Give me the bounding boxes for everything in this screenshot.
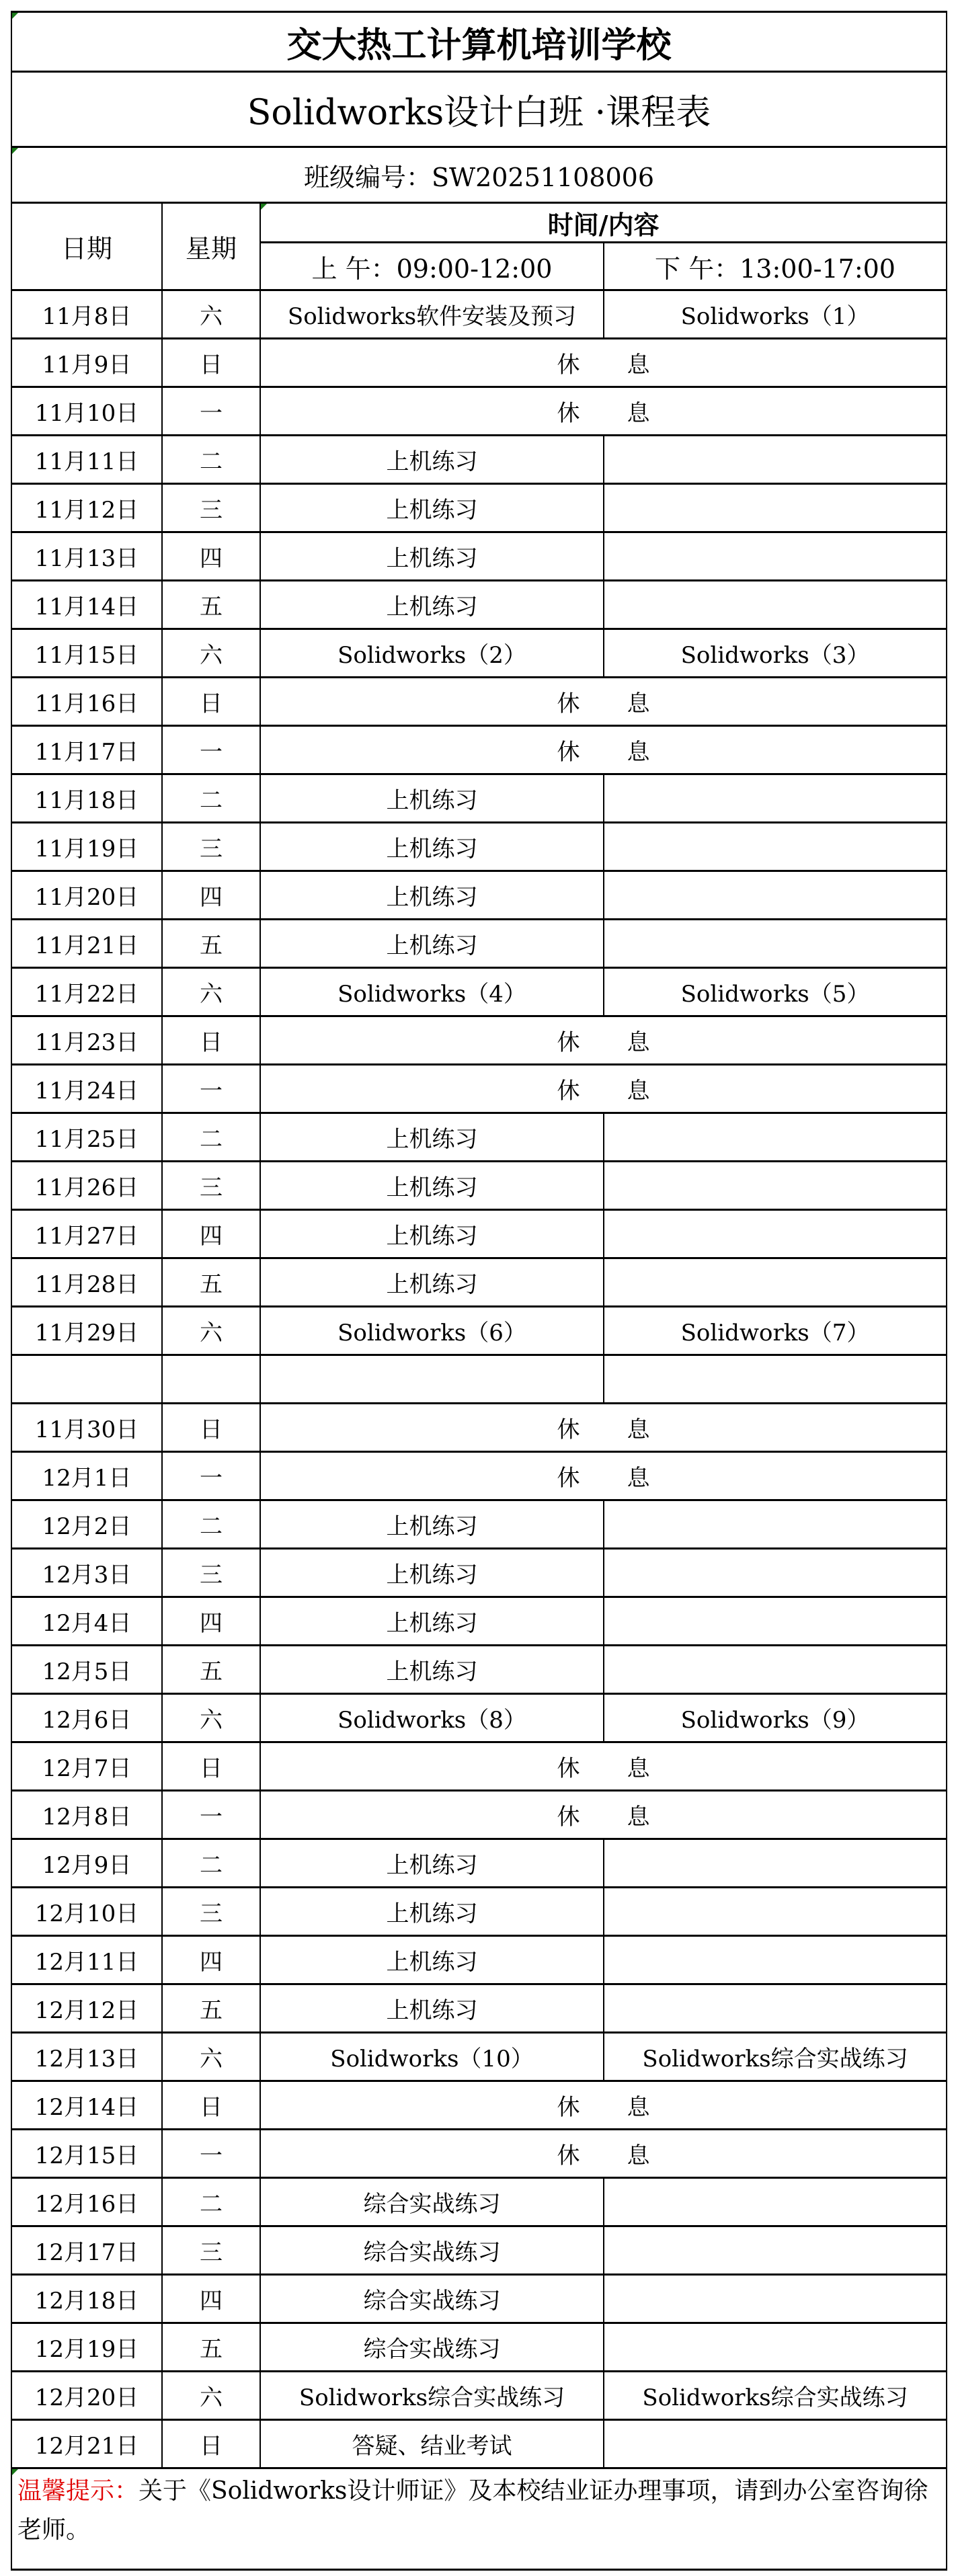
weekday-cell: 五 xyxy=(162,1984,260,2033)
weekday-cell: 一 xyxy=(162,726,260,774)
rest-label-1: 休 xyxy=(557,2094,580,2121)
table-row xyxy=(11,484,947,532)
table-row xyxy=(11,2275,947,2323)
afternoon-cell xyxy=(604,1984,947,2033)
rest-cell xyxy=(260,1065,947,1113)
weekday-cell: 六 xyxy=(162,968,260,1016)
schedule-sheet xyxy=(11,11,946,2571)
afternoon-cell xyxy=(604,1936,947,1984)
rest-label-2: 息 xyxy=(627,1416,650,1443)
morning-cell: 上机练习 xyxy=(260,1162,604,1210)
date-cell: 12月15日 xyxy=(11,2130,162,2178)
afternoon-cell xyxy=(604,2323,947,2372)
weekday-cell: 三 xyxy=(162,2226,260,2275)
rest-label-1: 休 xyxy=(557,400,580,427)
rest-cell xyxy=(260,1742,947,1791)
table-row xyxy=(11,1016,947,1065)
rest-cell xyxy=(260,1452,947,1500)
rest-cell xyxy=(260,387,947,436)
rest-label-1: 休 xyxy=(557,690,580,717)
date-cell: 12月18日 xyxy=(11,2275,162,2323)
afternoon-cell xyxy=(604,2226,947,2275)
weekday-cell: 六 xyxy=(162,1694,260,1742)
date-cell: 11月12日 xyxy=(11,484,162,532)
column-header-date: 日期 xyxy=(11,203,162,290)
date-cell: 11月18日 xyxy=(11,774,162,823)
afternoon-cell xyxy=(604,1113,947,1162)
afternoon-cell: Solidworks综合实战练习 xyxy=(604,2372,947,2420)
weekday-cell: 日 xyxy=(162,339,260,387)
date-cell: 12月13日 xyxy=(11,2033,162,2081)
column-header-morning: 上 午：09:00-12:00 xyxy=(260,243,604,290)
schedule-table xyxy=(11,11,947,2571)
table-row xyxy=(11,1694,947,1742)
weekday-cell: 四 xyxy=(162,1936,260,1984)
weekday-cell: 三 xyxy=(162,823,260,871)
morning-cell: 上机练习 xyxy=(260,436,604,484)
table-row xyxy=(11,387,947,436)
date-cell: 12月10日 xyxy=(11,1888,162,1936)
weekday-cell xyxy=(162,1355,260,1404)
table-row xyxy=(11,1452,947,1500)
rest-label-2: 息 xyxy=(627,2094,650,2121)
rest-label-2: 息 xyxy=(627,400,650,427)
morning-cell: 上机练习 xyxy=(260,1984,604,2033)
weekday-cell: 一 xyxy=(162,387,260,436)
table-row xyxy=(11,1742,947,1791)
rest-cell xyxy=(260,678,947,726)
date-cell: 11月22日 xyxy=(11,968,162,1016)
morning-cell: 上机练习 xyxy=(260,920,604,968)
date-cell: 12月6日 xyxy=(11,1694,162,1742)
weekday-cell: 六 xyxy=(162,2372,260,2420)
date-cell: 11月9日 xyxy=(11,339,162,387)
rest-label-1: 休 xyxy=(557,1029,580,1056)
table-row xyxy=(11,2130,947,2178)
course-title: Solidworks设计白班 ·课程表 xyxy=(11,72,947,147)
morning-cell: 综合实战练习 xyxy=(260,2275,604,2323)
table-row xyxy=(11,871,947,920)
table-row xyxy=(11,290,947,339)
column-header-period: 时间/内容 xyxy=(260,203,947,243)
morning-cell: 上机练习 xyxy=(260,871,604,920)
morning-cell: 上机练习 xyxy=(260,1500,604,1549)
table-row xyxy=(11,581,947,629)
morning-cell: 上机练习 xyxy=(260,1113,604,1162)
table-row xyxy=(11,1549,947,1597)
weekday-cell: 二 xyxy=(162,1113,260,1162)
weekday-cell: 四 xyxy=(162,2275,260,2323)
footer-note xyxy=(11,2468,947,2570)
morning-cell: 上机练习 xyxy=(260,1646,604,1694)
table-row xyxy=(11,339,947,387)
table-row xyxy=(11,1500,947,1549)
weekday-cell: 二 xyxy=(162,774,260,823)
morning-cell: 上机练习 xyxy=(260,1258,604,1307)
rest-label-2: 息 xyxy=(627,352,650,378)
table-row xyxy=(11,1646,947,1694)
class-number: 班级编号：SW20251108006 xyxy=(11,147,947,203)
weekday-cell: 一 xyxy=(162,1791,260,1839)
table-row xyxy=(11,1597,947,1646)
date-cell: 12月19日 xyxy=(11,2323,162,2372)
table-row xyxy=(11,1307,947,1355)
table-row xyxy=(11,2420,947,2468)
afternoon-cell xyxy=(604,1597,947,1646)
rest-label-1: 休 xyxy=(557,739,580,766)
weekday-cell: 四 xyxy=(162,1210,260,1258)
table-row xyxy=(11,1888,947,1936)
table-row xyxy=(11,920,947,968)
date-cell: 12月16日 xyxy=(11,2178,162,2226)
table-row xyxy=(11,968,947,1016)
school-name: 交大热工计算机培训学校 xyxy=(11,12,947,72)
table-row xyxy=(11,774,947,823)
afternoon-cell: Solidworks（3） xyxy=(604,629,947,678)
table-row xyxy=(11,1404,947,1452)
date-cell: 11月26日 xyxy=(11,1162,162,1210)
footer-note-text: 关于《Solidworks设计师证》及本校结业证办理事项，请到办公室咨询徐老师。 xyxy=(17,2477,928,2544)
afternoon-cell xyxy=(604,1258,947,1307)
rest-label-2: 息 xyxy=(627,690,650,717)
weekday-cell: 五 xyxy=(162,2323,260,2372)
date-cell: 12月14日 xyxy=(11,2081,162,2130)
morning-cell: 综合实战练习 xyxy=(260,2226,604,2275)
weekday-cell: 五 xyxy=(162,1646,260,1694)
rest-label-1: 休 xyxy=(557,1416,580,1443)
date-cell: 12月20日 xyxy=(11,2372,162,2420)
rest-cell xyxy=(260,1404,947,1452)
date-cell: 11月11日 xyxy=(11,436,162,484)
table-row xyxy=(11,2323,947,2372)
table-row xyxy=(11,2033,947,2081)
morning-cell: 上机练习 xyxy=(260,484,604,532)
morning-cell: Solidworks（4） xyxy=(260,968,604,1016)
afternoon-cell xyxy=(604,1355,947,1404)
date-cell: 12月12日 xyxy=(11,1984,162,2033)
weekday-cell: 三 xyxy=(162,1888,260,1936)
warning-label: 温馨提示： xyxy=(17,2477,139,2505)
afternoon-cell xyxy=(604,1646,947,1694)
afternoon-cell xyxy=(604,920,947,968)
rest-label-1: 休 xyxy=(557,1078,580,1104)
rest-label-2: 息 xyxy=(627,739,650,766)
rest-cell xyxy=(260,726,947,774)
weekday-cell: 日 xyxy=(162,2420,260,2468)
table-row xyxy=(11,1839,947,1888)
date-cell: 12月4日 xyxy=(11,1597,162,1646)
date-cell: 11月30日 xyxy=(11,1404,162,1452)
morning-cell: 答疑、结业考试 xyxy=(260,2420,604,2468)
weekday-cell: 二 xyxy=(162,436,260,484)
morning-cell: 上机练习 xyxy=(260,581,604,629)
morning-cell xyxy=(260,1355,604,1404)
date-cell: 12月1日 xyxy=(11,1452,162,1500)
table-row xyxy=(11,2372,947,2420)
afternoon-cell xyxy=(604,2420,947,2468)
date-cell: 11月27日 xyxy=(11,1210,162,1258)
table-row xyxy=(11,1936,947,1984)
weekday-cell: 六 xyxy=(162,1307,260,1355)
table-row xyxy=(11,678,947,726)
date-cell: 11月21日 xyxy=(11,920,162,968)
rest-label-2: 息 xyxy=(627,2142,650,2169)
rest-label-2: 息 xyxy=(627,1078,650,1104)
afternoon-cell xyxy=(604,1500,947,1549)
morning-cell: 上机练习 xyxy=(260,1839,604,1888)
weekday-cell: 日 xyxy=(162,1404,260,1452)
date-cell: 11月17日 xyxy=(11,726,162,774)
afternoon-cell: Solidworks（9） xyxy=(604,1694,947,1742)
date-cell: 11月19日 xyxy=(11,823,162,871)
weekday-cell: 一 xyxy=(162,1452,260,1500)
rest-label-2: 息 xyxy=(627,1755,650,1782)
table-row xyxy=(11,726,947,774)
rest-label-2: 息 xyxy=(627,1465,650,1492)
table-row xyxy=(11,1113,947,1162)
date-cell: 11月10日 xyxy=(11,387,162,436)
afternoon-cell xyxy=(604,1210,947,1258)
date-cell: 11月13日 xyxy=(11,532,162,581)
weekday-cell: 四 xyxy=(162,871,260,920)
afternoon-cell xyxy=(604,581,947,629)
morning-cell: 上机练习 xyxy=(260,1888,604,1936)
morning-cell: 上机练习 xyxy=(260,1210,604,1258)
date-cell: 11月16日 xyxy=(11,678,162,726)
rest-label-1: 休 xyxy=(557,1804,580,1830)
table-row xyxy=(11,2178,947,2226)
rest-cell xyxy=(260,1791,947,1839)
morning-cell: Solidworks综合实战练习 xyxy=(260,2372,604,2420)
weekday-cell: 六 xyxy=(162,629,260,678)
afternoon-cell xyxy=(604,1839,947,1888)
weekday-cell: 日 xyxy=(162,2081,260,2130)
weekday-cell: 四 xyxy=(162,1597,260,1646)
morning-cell: 综合实战练习 xyxy=(260,2323,604,2372)
date-cell: 11月25日 xyxy=(11,1113,162,1162)
date-cell: 11月29日 xyxy=(11,1307,162,1355)
date-cell: 11月8日 xyxy=(11,290,162,339)
rest-label-1: 休 xyxy=(557,352,580,378)
weekday-cell: 三 xyxy=(162,1549,260,1597)
weekday-cell: 日 xyxy=(162,1742,260,1791)
table-row xyxy=(11,823,947,871)
table-row xyxy=(11,1065,947,1113)
weekday-cell: 五 xyxy=(162,920,260,968)
morning-cell: 综合实战练习 xyxy=(260,2178,604,2226)
rest-label-1: 休 xyxy=(557,1755,580,1782)
morning-cell: Solidworks（8） xyxy=(260,1694,604,1742)
afternoon-cell xyxy=(604,1162,947,1210)
date-cell xyxy=(11,1355,162,1404)
afternoon-cell xyxy=(604,1888,947,1936)
weekday-cell: 五 xyxy=(162,1258,260,1307)
table-row xyxy=(11,1210,947,1258)
afternoon-cell xyxy=(604,823,947,871)
table-row xyxy=(11,1984,947,2033)
morning-cell: Solidworks（2） xyxy=(260,629,604,678)
afternoon-cell: Solidworks（1） xyxy=(604,290,947,339)
weekday-cell: 一 xyxy=(162,1065,260,1113)
morning-cell: Solidworks（10） xyxy=(260,2033,604,2081)
weekday-cell: 四 xyxy=(162,532,260,581)
rest-label-2: 息 xyxy=(627,1029,650,1056)
rest-label-1: 休 xyxy=(557,1465,580,1492)
table-row xyxy=(11,532,947,581)
date-cell: 12月17日 xyxy=(11,2226,162,2275)
weekday-cell: 日 xyxy=(162,1016,260,1065)
table-row xyxy=(11,1162,947,1210)
weekday-cell: 二 xyxy=(162,1839,260,1888)
afternoon-cell: Solidworks（7） xyxy=(604,1307,947,1355)
morning-cell: Solidworks（6） xyxy=(260,1307,604,1355)
afternoon-cell xyxy=(604,484,947,532)
date-cell: 12月11日 xyxy=(11,1936,162,1984)
table-row xyxy=(11,2226,947,2275)
date-cell: 12月5日 xyxy=(11,1646,162,1694)
date-cell: 11月28日 xyxy=(11,1258,162,1307)
rest-label-1: 休 xyxy=(557,2142,580,2169)
table-row xyxy=(11,1258,947,1307)
morning-cell: 上机练习 xyxy=(260,532,604,581)
afternoon-cell xyxy=(604,1549,947,1597)
afternoon-cell: Solidworks（5） xyxy=(604,968,947,1016)
date-cell: 12月3日 xyxy=(11,1549,162,1597)
date-cell: 11月23日 xyxy=(11,1016,162,1065)
column-header-weekday: 星期 xyxy=(162,203,260,290)
date-cell: 11月20日 xyxy=(11,871,162,920)
weekday-cell: 六 xyxy=(162,2033,260,2081)
rest-cell xyxy=(260,339,947,387)
date-cell: 12月9日 xyxy=(11,1839,162,1888)
date-cell: 12月2日 xyxy=(11,1500,162,1549)
table-row xyxy=(11,2081,947,2130)
afternoon-cell xyxy=(604,871,947,920)
morning-cell: Solidworks软件安装及预习 xyxy=(260,290,604,339)
afternoon-cell: Solidworks综合实战练习 xyxy=(604,2033,947,2081)
table-row xyxy=(11,629,947,678)
afternoon-cell xyxy=(604,774,947,823)
column-header-afternoon: 下 午：13:00-17:00 xyxy=(604,243,947,290)
rest-label-2: 息 xyxy=(627,1804,650,1830)
table-row xyxy=(11,1355,947,1404)
morning-cell: 上机练习 xyxy=(260,1549,604,1597)
afternoon-cell xyxy=(604,436,947,484)
date-cell: 11月14日 xyxy=(11,581,162,629)
morning-cell: 上机练习 xyxy=(260,1936,604,1984)
morning-cell: 上机练习 xyxy=(260,774,604,823)
weekday-cell: 三 xyxy=(162,484,260,532)
date-cell: 12月7日 xyxy=(11,1742,162,1791)
afternoon-cell xyxy=(604,2178,947,2226)
rest-cell xyxy=(260,2130,947,2178)
table-row xyxy=(11,436,947,484)
afternoon-cell xyxy=(604,2275,947,2323)
weekday-cell: 五 xyxy=(162,581,260,629)
date-cell: 12月21日 xyxy=(11,2420,162,2468)
morning-cell: 上机练习 xyxy=(260,823,604,871)
date-cell: 11月15日 xyxy=(11,629,162,678)
weekday-cell: 日 xyxy=(162,678,260,726)
weekday-cell: 二 xyxy=(162,1500,260,1549)
morning-cell: 上机练习 xyxy=(260,1597,604,1646)
weekday-cell: 六 xyxy=(162,290,260,339)
date-cell: 12月8日 xyxy=(11,1791,162,1839)
rest-cell xyxy=(260,2081,947,2130)
weekday-cell: 二 xyxy=(162,2178,260,2226)
afternoon-cell xyxy=(604,532,947,581)
weekday-cell: 一 xyxy=(162,2130,260,2178)
date-cell: 11月24日 xyxy=(11,1065,162,1113)
weekday-cell: 三 xyxy=(162,1162,260,1210)
table-row xyxy=(11,1791,947,1839)
rest-cell xyxy=(260,1016,947,1065)
